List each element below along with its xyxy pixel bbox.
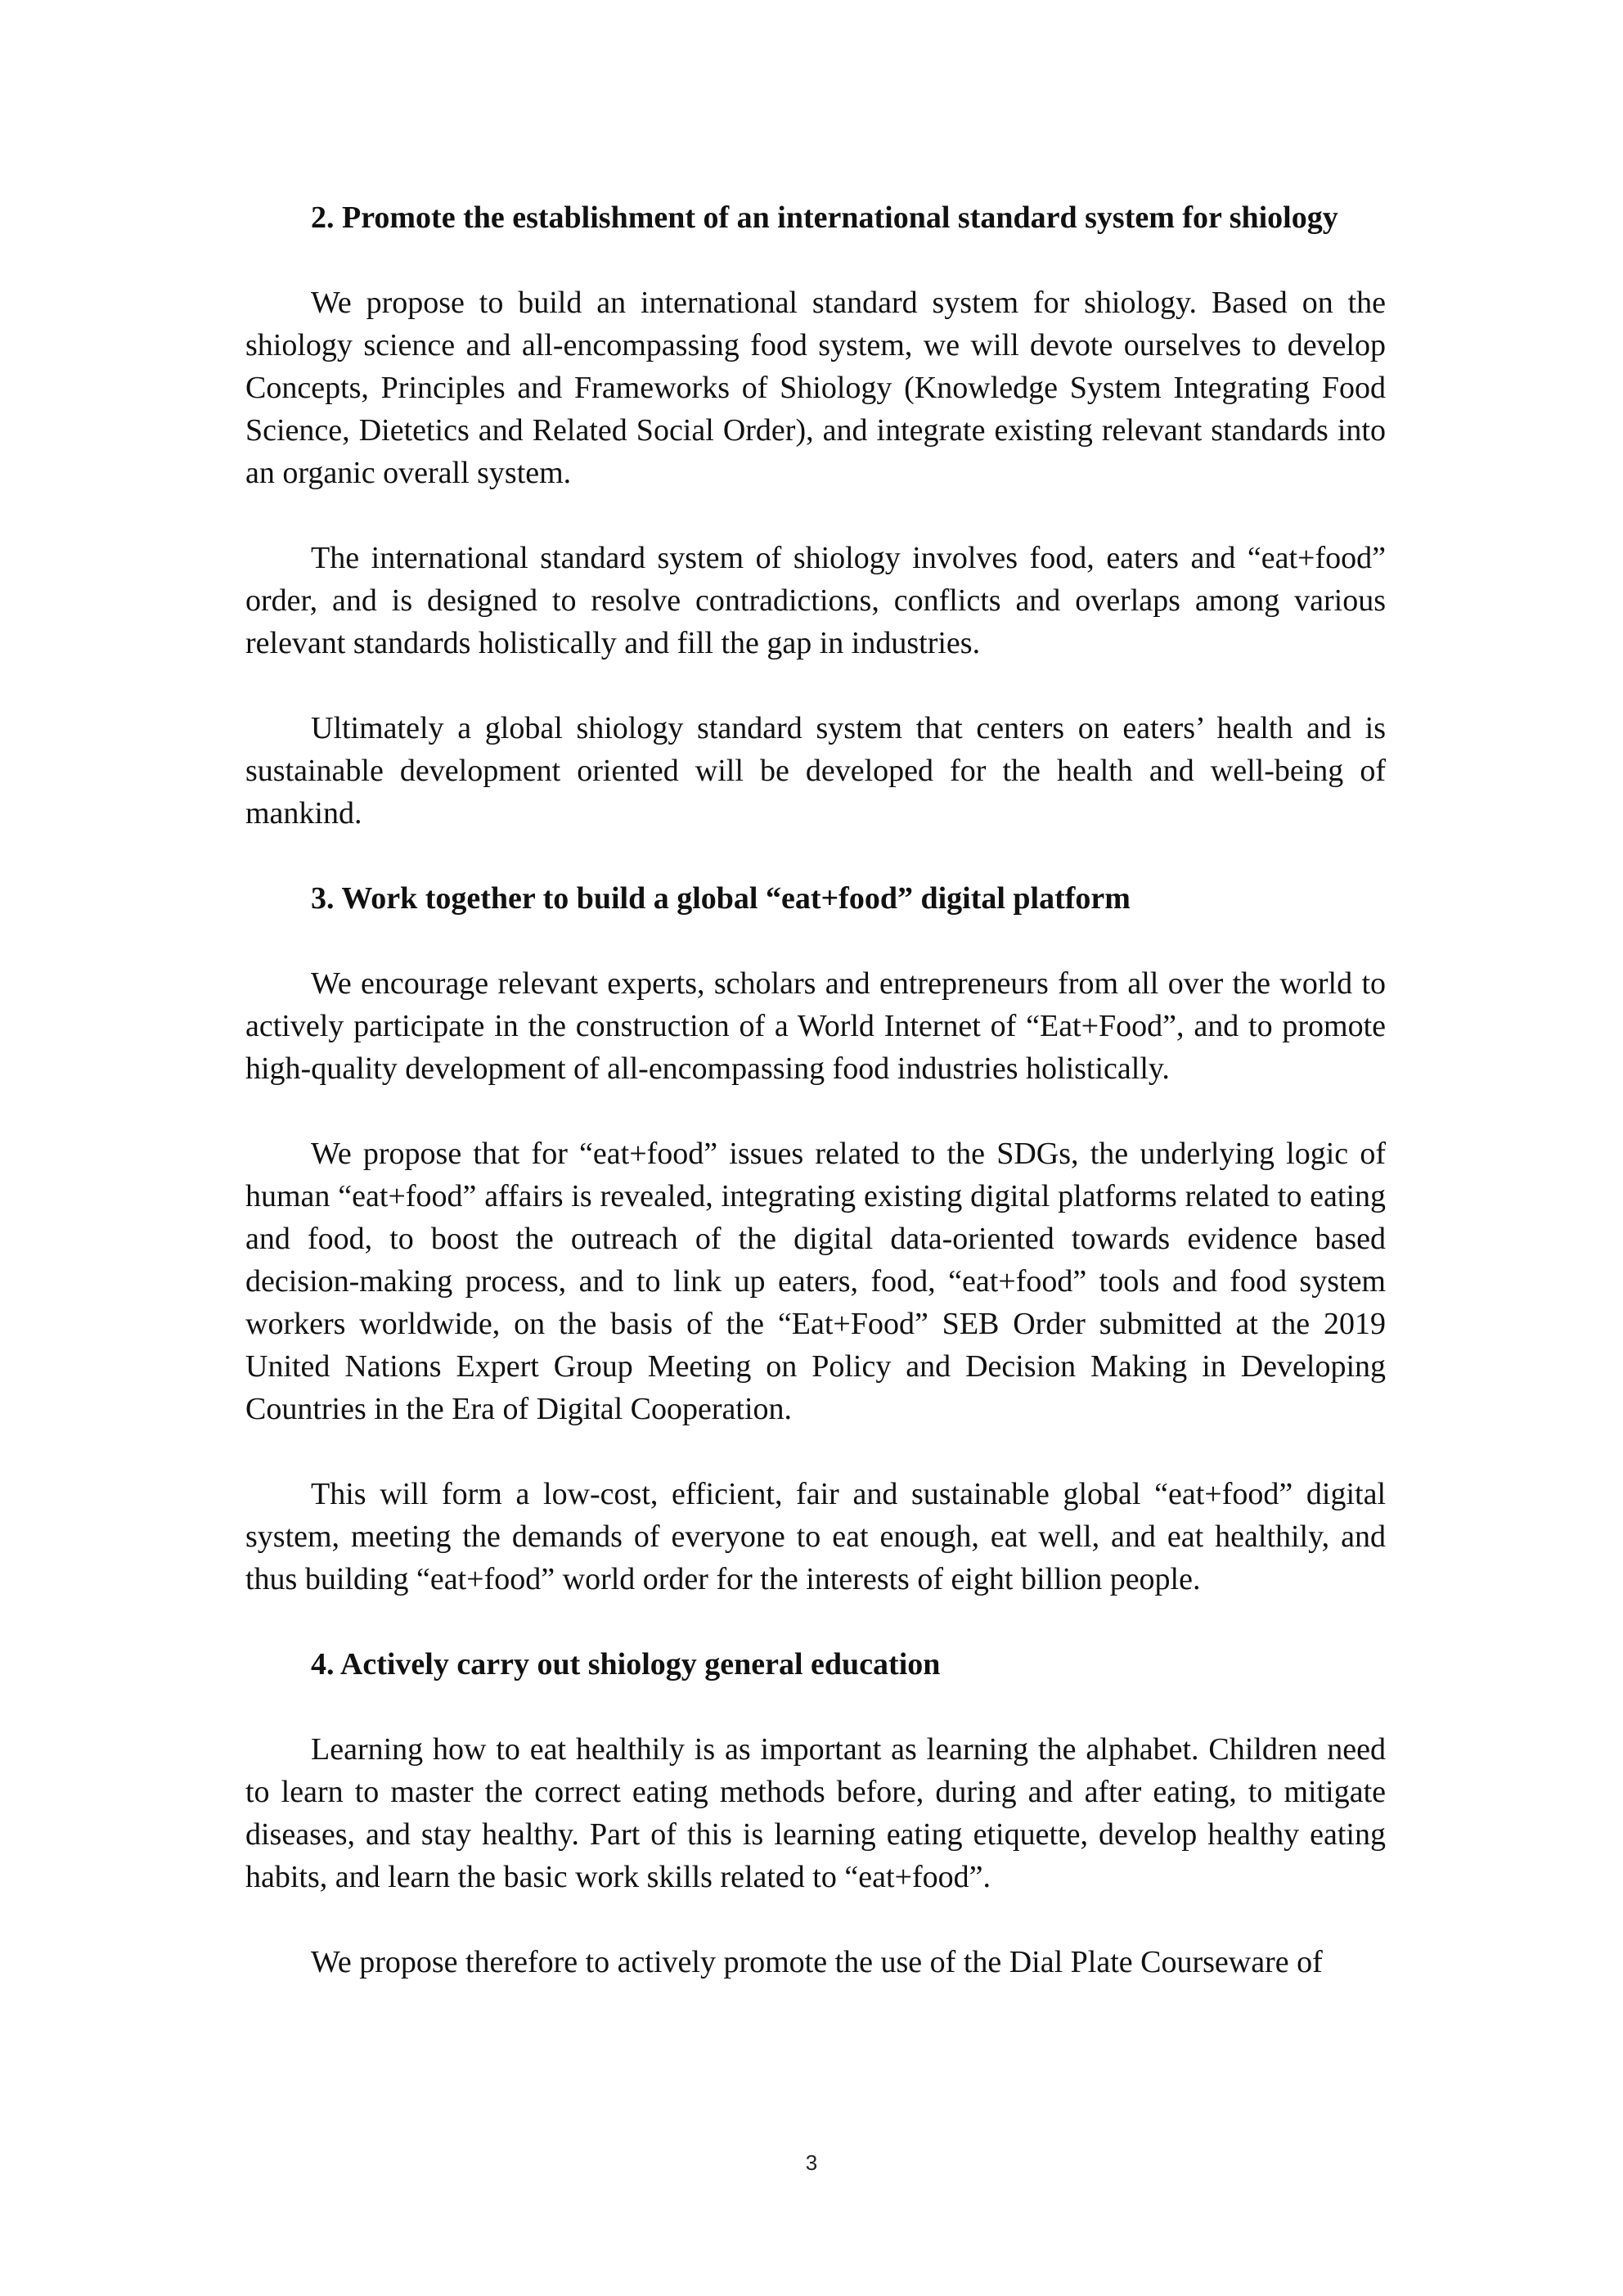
section-4-heading: 4. Actively carry out shiology general education <box>311 1647 941 1681</box>
section-4-paragraph-1: Learning how to eat healthily is as important as learning the alphabet. Children need to learn to master the correct eating methods before, during and after eating, to mitigate diseases, and stay healthy. Part of this is learning eating etiquette, develop healthy eating habits, and learn the basic work skills related to “eat+food”. <box>245 1732 1386 1894</box>
section-2-heading: 2. Promote the establishment of an international standard system for shiology <box>311 200 1338 235</box>
section-4-paragraph-2: We propose therefore to actively promote the use of the Dial Plate Courseware of <box>311 1945 1323 1979</box>
section-3-paragraph-1: We encourage relevant experts, scholars and entrepreneurs from all over the world to actively participate in the construction of a World Internet of “Eat+Food”, and to promote high-quality development of all-encompassing food industries holistically. <box>245 966 1386 1086</box>
section-2-paragraph-2: The international standard system of shiology involves food, eaters and “eat+food” order, and is designed to resolve contradictions, conflicts and overlaps among various relevant standards holistically and fill the gap in industries. <box>245 541 1386 660</box>
page-content <box>245 196 1386 2026</box>
section-2-paragraph-1: We propose to build an international standard system for shiology. Based on the shiology science and all-encompassing food system, we will devote ourselves to develop Concepts, Principles and Frameworks of Shiology (Knowledge System Integrating Food Science, Dietetics and Related Social Order), and integrate existing relevant standards into an organic overall system. <box>245 286 1386 490</box>
page-number: 3 <box>805 2150 818 2175</box>
section-3-paragraph-3: This will form a low-cost, efficient, fair and sustainable global “eat+food” digital system, meeting the demands of everyone to eat enough, eat well, and eat healthily, and thus building “eat+food” world order for the interests of eight billion people. <box>245 1477 1386 1596</box>
section-3-paragraph-2: We propose that for “eat+food” issues related to the SDGs, the underlying logic of human “eat+food” affairs is revealed, integrating existing digital platforms related to eating and food, to boost the outreach of the digital data-oriented towards evidence based decision-making process, and to link up eaters, food, “eat+food” tools and food system workers worldwide, on the basis of the “Eat+Food” SEB Order submitted at the 2019 United Nations Expert Group Meeting on Policy and Decision Making in Developing Countries in the Era of Digital Cooperation. <box>245 1137 1386 1426</box>
section-3-heading: 3. Work together to build a global “eat+food” digital platform <box>311 881 1131 916</box>
section-2-paragraph-3: Ultimately a global shiology standard system that centers on eaters’ health and is sustainable development oriented will be developed for the health and well-being of mankind. <box>245 711 1386 831</box>
